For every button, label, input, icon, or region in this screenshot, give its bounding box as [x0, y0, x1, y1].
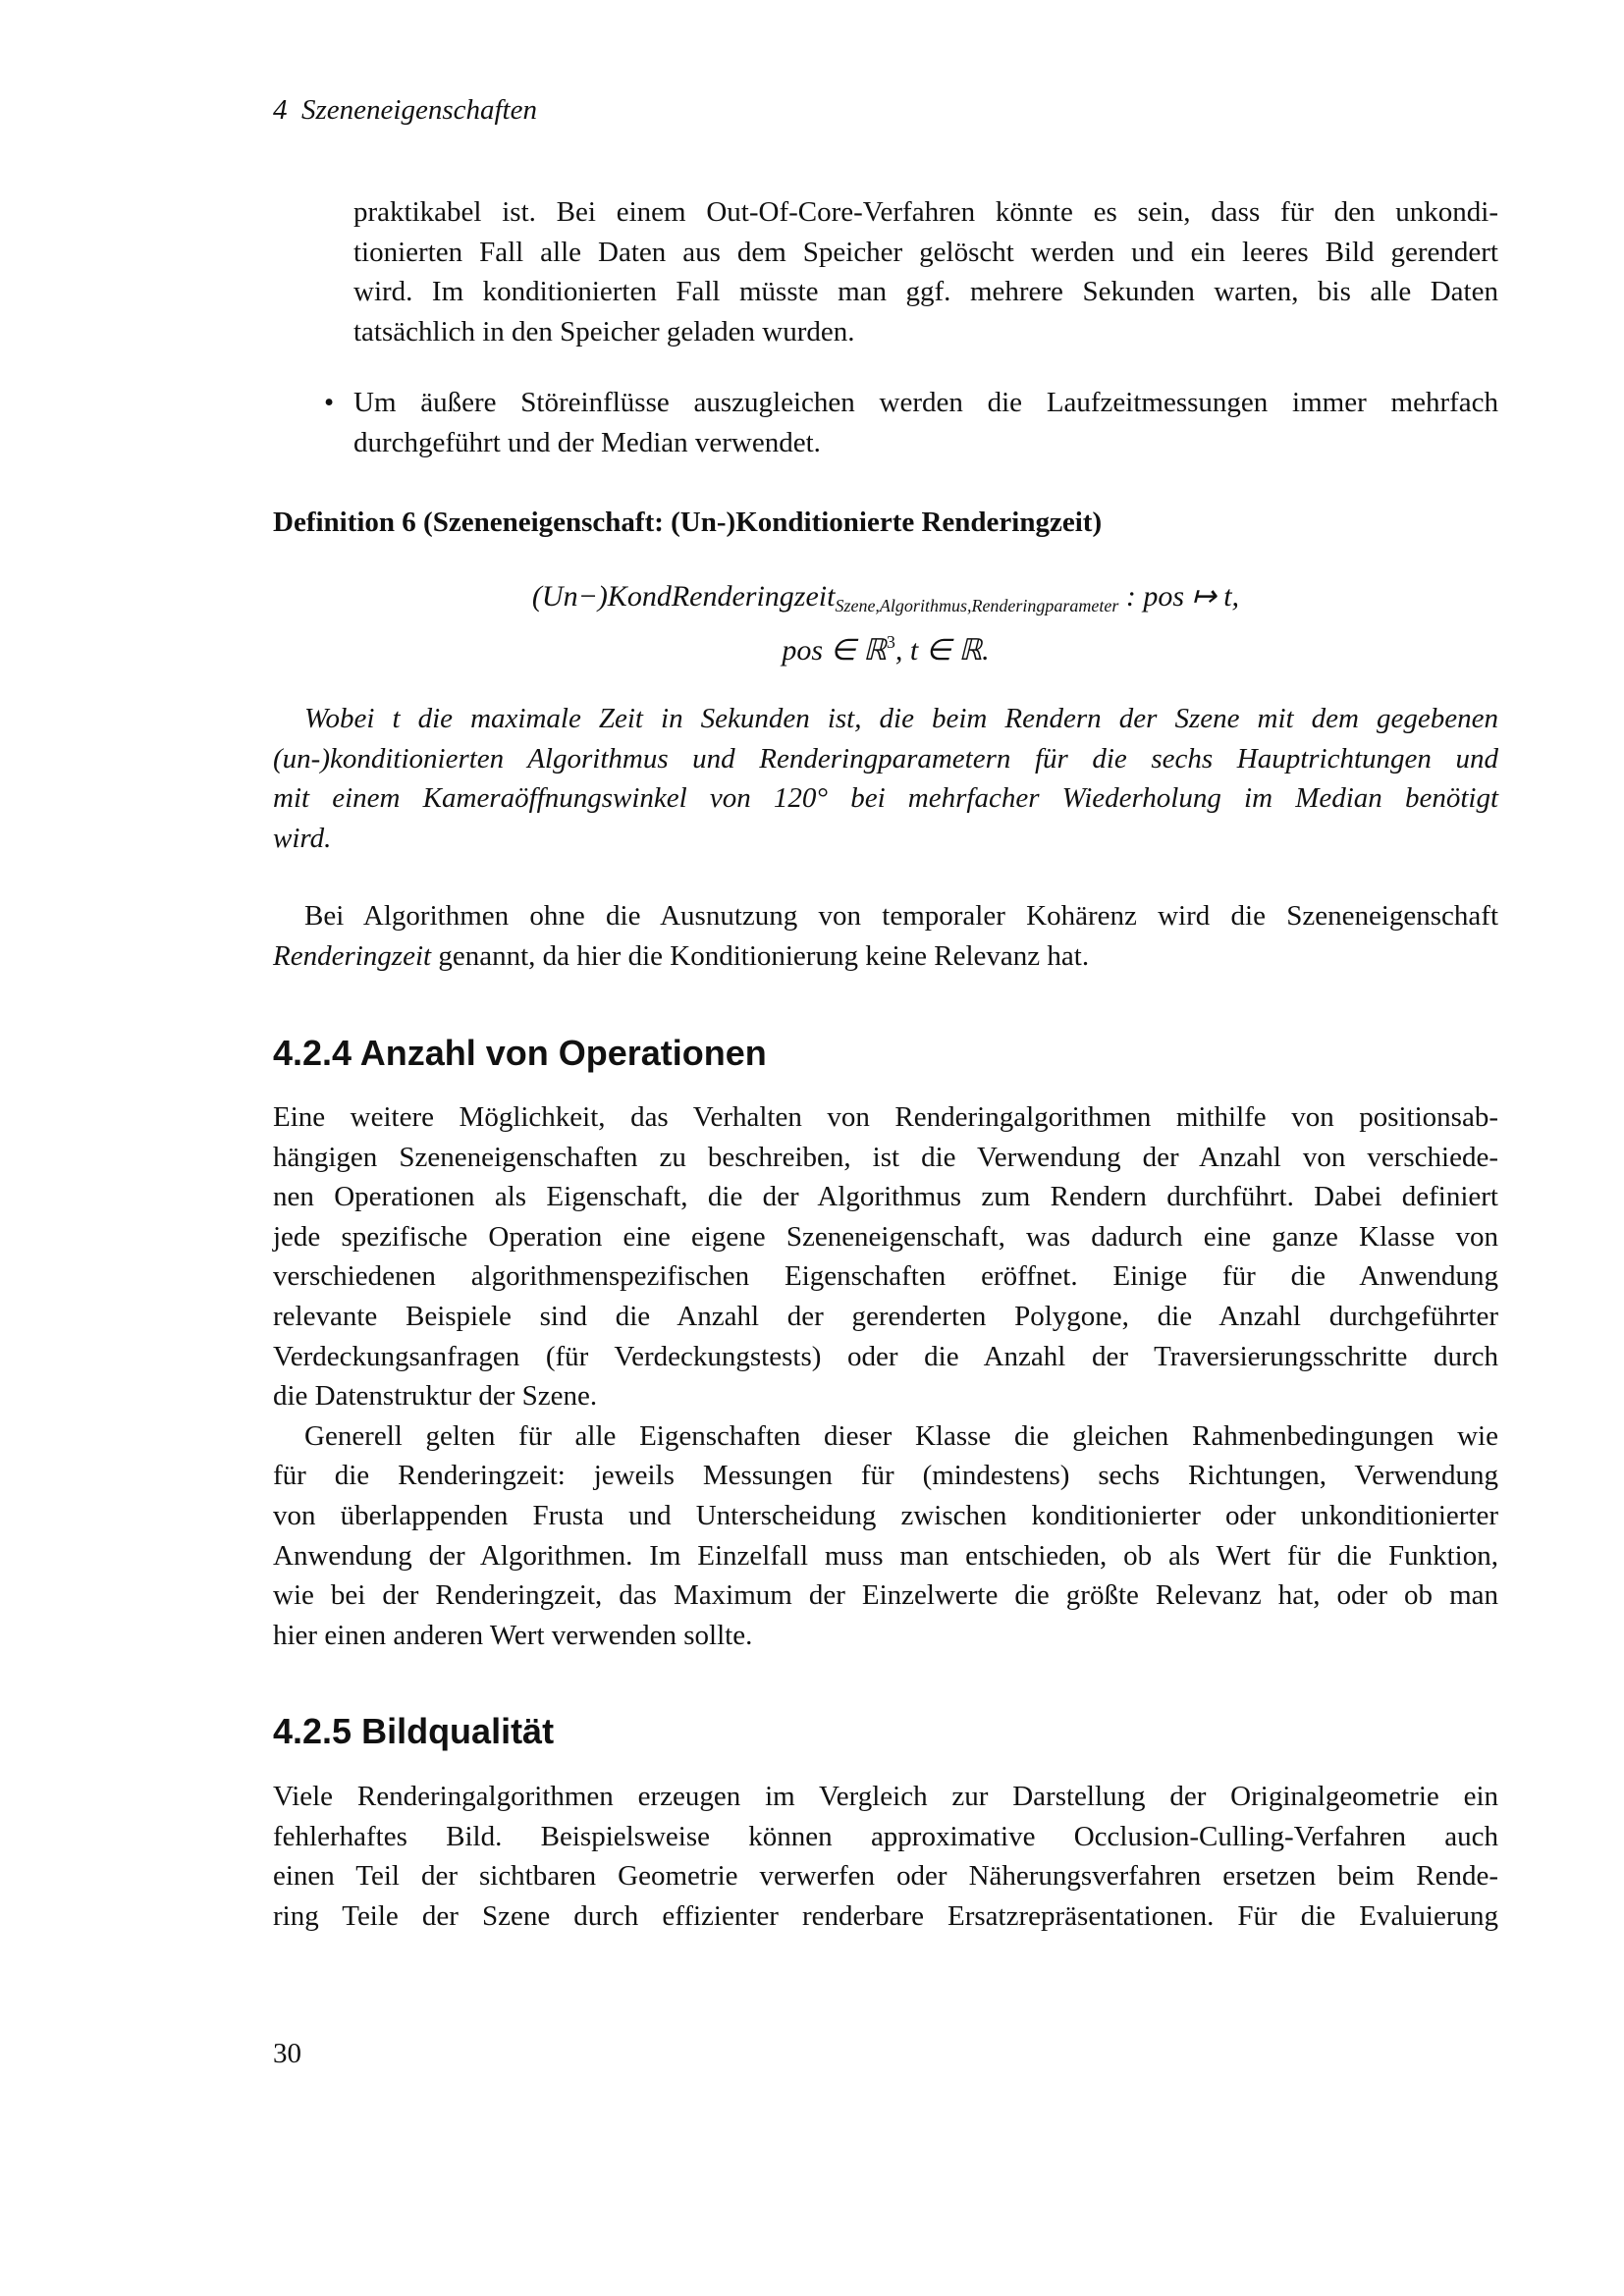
text-line: für die Renderingzeit: jeweils Messungen für (mindestens) sechs Richtungen, Verwendung	[273, 1460, 1498, 1492]
text-line: wird. Im konditionierten Fall müsste man ggf. mehrere Sekunden warten, bis alle Daten	[353, 276, 1498, 308]
text-line: nen Operationen als Eigenschaft, die der Algorithmus zum Rendern durchführt. Dabei definiert	[273, 1181, 1498, 1213]
text-line: relevante Beispiele sind die Anzahl der gerenderten Polygone, die Anzahl durchgeführter	[273, 1300, 1498, 1332]
text-line: Viele Renderingalgorithmen erzeugen im Vergleich zur Darstellung der Originalgeometrie ein	[273, 1781, 1498, 1812]
text-line: Eine weitere Möglichkeit, das Verhalten von Renderingalgorithmen mithilfe von positionsab-	[273, 1101, 1498, 1133]
text-line: fehlerhaftes Bild. Beispielsweise können approximative Occlusion-Culling-Verfahren auch	[273, 1820, 1498, 1852]
text-line: wie bei der Renderingzeit, das Maximum der Einzelwerte die größte Relevanz hat, oder ob man	[273, 1579, 1498, 1612]
formula-main: (Un−)KondRenderingzeit	[531, 580, 836, 613]
page-number: 30	[273, 2038, 301, 2069]
text-line: Wobei t die maximale Zeit in Sekunden ist, die beim Rendern der Szene mit dem gegebenen	[304, 703, 1498, 734]
text-line: Bei Algorithmen ohne die Ausnutzung von temporaler Kohärenz wird die Szeneneigenschaft	[304, 900, 1498, 932]
formula-exponent: 3	[886, 632, 895, 652]
text-line: jede spezifische Operation eine eigene Szeneneigenschaft, was dadurch eine ganze Klasse von	[273, 1220, 1498, 1253]
text-line: durchgeführt und der Median verwendet.	[353, 426, 821, 458]
text-line: ring Teile der Szene durch effizienter renderbare Ersatzrepräsentationen. Für die Evaluierung	[273, 1899, 1498, 1932]
text-line: Anwendung der Algorithmen. Im Einzelfall muss man entschieden, ob als Wert für die Funktion,	[273, 1539, 1498, 1572]
bullet-marker: •	[324, 387, 335, 418]
text-line: hier einen anderen Wert verwenden sollte.	[273, 1619, 753, 1651]
paragraph-operations	[273, 1097, 1498, 1655]
text-line: Verdeckungsanfragen (für Verdeckungstests) oder die Anzahl der Traversierungsschritte durch	[273, 1340, 1498, 1372]
bullet-item	[353, 383, 1498, 462]
definition-title: Definition 6 (Szeneneigenschaft: (Un-)Konditionierte Renderingzeit)	[273, 507, 1103, 538]
paragraph-continuation	[353, 192, 1498, 351]
formula-mapping: : pos ↦ t,	[1118, 580, 1240, 613]
text-line: von überlappenden Frusta und Unterscheidung zwischen konditionierter oder unkonditionierter	[273, 1499, 1498, 1531]
formula-subscript: Szene,Algorithmus,Renderingparameter	[835, 596, 1119, 615]
running-header	[273, 90, 537, 130]
text-line: wird.	[273, 822, 332, 854]
formula-domain: pos ∈ ℝ	[782, 634, 887, 667]
text-line: Um äußere Störeinflüsse auszugleichen werden die Laufzeitmessungen immer mehrfach	[353, 387, 1498, 418]
text-line: einen Teil der sichtbaren Geometrie verwerfen oder Näherungsverfahren ersetzen beim Rende-	[273, 1860, 1498, 1893]
text: genannt, da hier die Konditionierung keine Relevanz hat.	[431, 939, 1090, 972]
paragraph-rendering-time	[273, 896, 1498, 976]
text-line: verschiedenen algorithmenspezifischen Eigenschaften eröffnet. Einige für die Anwendung	[273, 1260, 1498, 1293]
text-line: hängigen Szeneneigenschaften zu beschreiben, ist die Verwendung der Anzahl von verschiede-	[273, 1141, 1498, 1173]
definition-body	[273, 699, 1498, 858]
chapter-title: Szeneneigenschaften	[301, 94, 537, 126]
formula-codomain: , t ∈ ℝ.	[894, 634, 990, 667]
text-line: tionierten Fall alle Daten aus dem Speicher gelöscht werden und ein leeres Bild gerendert	[353, 236, 1498, 268]
chapter-number: 4	[273, 94, 288, 126]
text-line	[273, 936, 1498, 977]
formula-line-2	[273, 622, 1498, 670]
emphasis: Renderingzeit	[273, 939, 432, 972]
text-line: praktikabel ist. Bei einem Out-Of-Core-Verfahren könnte es sein, dass für den unkondi-	[353, 196, 1498, 228]
text-line: Generell gelten für alle Eigenschaften dieser Klasse die gleichen Rahmenbedingungen wie	[304, 1419, 1498, 1452]
text-line: mit einem Kameraöffnungswinkel von 120° bei mehrfacher Wiederholung im Median benötigt	[273, 782, 1498, 815]
formula-line-1	[273, 577, 1498, 625]
text-line: die Datenstruktur der Szene.	[273, 1380, 598, 1413]
text-line: (un-)konditionierten Algorithmus und Renderingparametern für die sechs Hauptrichtungen und	[273, 742, 1498, 774]
paragraph-image-quality	[273, 1777, 1498, 1936]
section-heading-4-2-5: 4.2.5 Bildqualität	[273, 1711, 555, 1751]
text-line: tatsächlich in den Speicher geladen wurden.	[353, 315, 855, 347]
section-heading-4-2-4: 4.2.4 Anzahl von Operationen	[273, 1033, 767, 1073]
